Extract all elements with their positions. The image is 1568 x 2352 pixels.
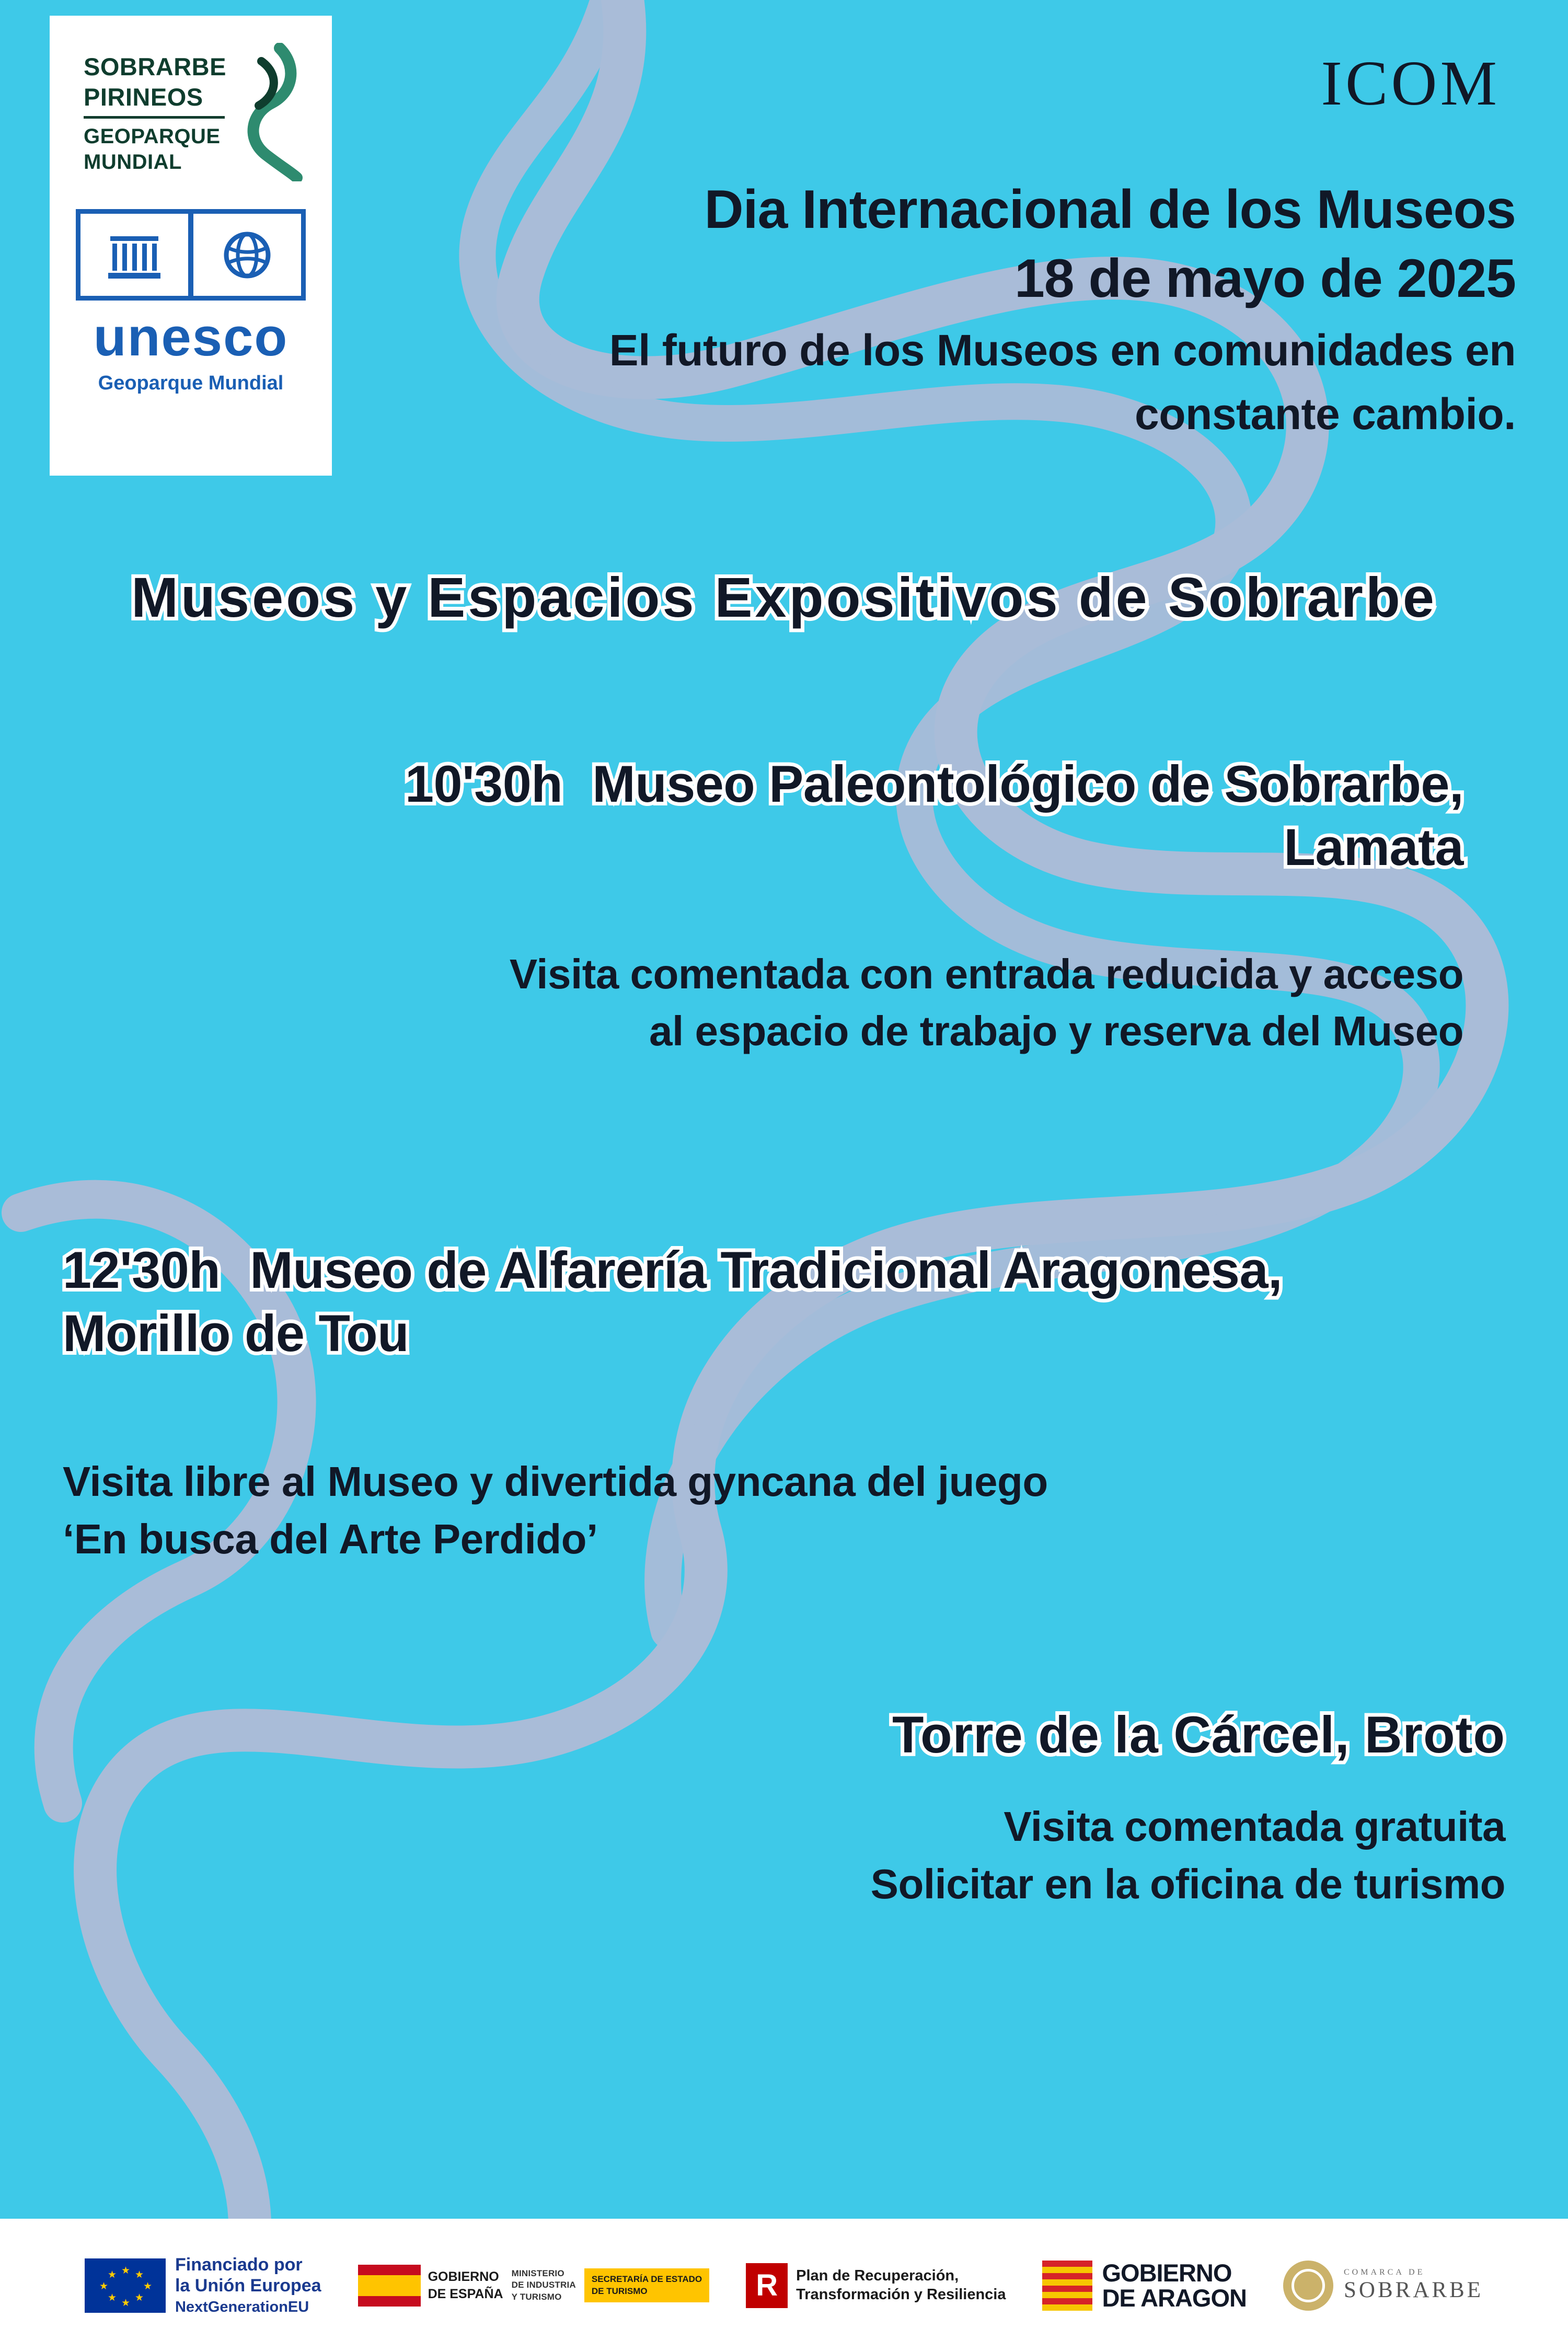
- eu-funding-logo: [85, 2255, 321, 2316]
- geoparque-line2: PIRINEOS: [84, 83, 203, 111]
- gobierno-espana-logo: [358, 2265, 710, 2307]
- eu-line1: Financiado por: [175, 2255, 303, 2275]
- eu-flag-icon: ★ ★ ★ ★ ★ ★ ★ ★: [85, 2258, 166, 2313]
- espana-line1: GOBIERNO: [428, 2269, 499, 2284]
- event-1-desc-line2: al espacio de trabajo y reserva del Museo: [649, 1007, 1463, 1054]
- unesco-emblems: [76, 209, 306, 301]
- spain-flag-icon: [358, 2265, 421, 2307]
- prtr-logo: [746, 2263, 1006, 2308]
- event-3-heading: [209, 1704, 1505, 1766]
- event-2-name-line2: Morillo de Tou: [63, 1304, 409, 1362]
- event-2-name-line1: Museo de Alfarería Tradicional Aragonesa,: [250, 1241, 1283, 1299]
- event-1-description: [136, 946, 1463, 1060]
- event-2-heading: [63, 1239, 1537, 1365]
- sobrarbe-small: COMARCA DE: [1343, 2268, 1425, 2277]
- geoparque-line1: SOBRARBE: [84, 53, 226, 81]
- secretary-line1: SECRETARÍA DE ESTADO: [591, 2274, 702, 2285]
- ministry-line2: DE INDUSTRIA: [511, 2280, 576, 2290]
- ministry-line1: MINISTERIO: [511, 2268, 564, 2279]
- event-1-desc-line1: Visita comentada con entrada reducida y acceso: [509, 951, 1463, 997]
- poster-theme-line1: El futuro de los Museos en comunidades en: [609, 326, 1516, 375]
- unesco-logo: [76, 209, 306, 395]
- event-3-description: [209, 1798, 1505, 1913]
- eu-line2: la Unión Europea: [175, 2275, 321, 2296]
- header-block: [434, 178, 1516, 442]
- prtr-line1: Plan de Recuperación,: [796, 2267, 959, 2284]
- ministry-line3: Y TURISMO: [511, 2291, 562, 2302]
- unesco-wordmark: unesco: [93, 307, 289, 367]
- aragon-flag-icon: [1042, 2261, 1092, 2311]
- unesco-globe-icon: [191, 209, 306, 301]
- event-2-description: [63, 1453, 1505, 1569]
- event-3-desc-line2: Solicitar en la oficina de turismo: [870, 1861, 1505, 1908]
- secretary-line2: DE TURISMO: [591, 2286, 648, 2296]
- event-1-heading: [136, 753, 1463, 879]
- geoparque-line3: GEOPARQUE: [84, 125, 221, 148]
- geoparque-swirl-icon: [230, 43, 303, 181]
- unesco-subtitle: Geoparque Mundial: [98, 372, 284, 394]
- sobrarbe-big: SOBRARBE: [1343, 2278, 1483, 2302]
- event-3-desc-line1: Visita comentada gratuita: [1004, 1803, 1505, 1850]
- poster-theme-line2: constante cambio.: [1134, 389, 1516, 439]
- event-1-time: 10'30h: [405, 755, 563, 813]
- poster-date: 18 de mayo de 2025: [1014, 248, 1516, 309]
- aragon-line2: DE ARAGON: [1102, 2284, 1247, 2312]
- poster-title: Dia Internacional de los Museos: [704, 179, 1516, 240]
- section-title: Museos y Espacios Expositivos de Sobrarbe: [131, 566, 1437, 629]
- geoparque-line4: MUNDIAL: [84, 150, 182, 174]
- event-2-desc-line1: Visita libre al Museo y divertida gyncana del juego: [63, 1458, 1048, 1505]
- event-2-time: 12'30h: [63, 1241, 221, 1299]
- espana-line2: DE ESPAÑA: [428, 2286, 503, 2301]
- gobierno-aragon-logo: [1042, 2258, 1247, 2312]
- event-2-desc-line2: ‘En busca del Arte Perdido’: [63, 1516, 598, 1563]
- aragon-line1: GOBIERNO: [1102, 2258, 1232, 2287]
- geoparque-divider: [84, 116, 225, 119]
- prtr-mark-icon: R: [746, 2263, 788, 2308]
- event-3-name-line1: Torre de la Cárcel, Broto: [892, 1705, 1505, 1763]
- event-1-name-line2: Lamata: [1284, 817, 1463, 876]
- eu-line3: NextGenerationEU: [175, 2298, 309, 2315]
- event-1-name-line1: Museo Paleontológico de Sobrarbe,: [592, 755, 1463, 813]
- sobrarbe-seal-icon: [1283, 2261, 1333, 2311]
- comarca-sobrarbe-logo: [1283, 2261, 1483, 2311]
- prtr-line2: Transformación y Resiliencia: [796, 2286, 1006, 2303]
- geoparque-logo: [78, 43, 303, 184]
- logo-card: [50, 16, 332, 476]
- sponsor-footer: [0, 2219, 1568, 2352]
- icom-logo: ICOM: [1321, 48, 1500, 119]
- unesco-temple-icon: [76, 209, 191, 301]
